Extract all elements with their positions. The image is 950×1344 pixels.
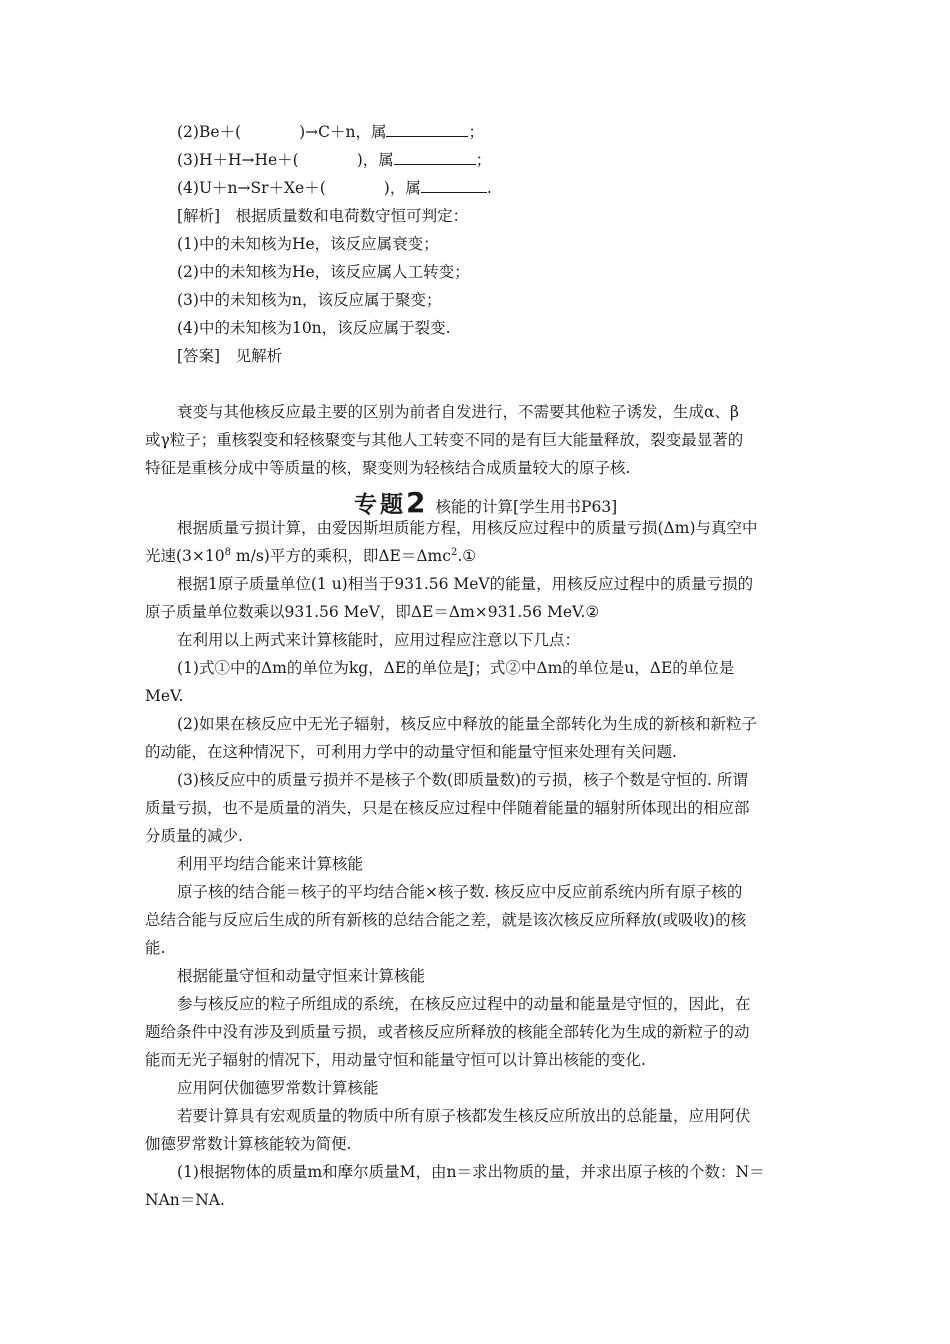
- para7-line-1: 原子核的结合能＝核子的平均结合能×核子数. 核反应中反应前系统内所有原子核的: [177, 883, 743, 901]
- para6-line-2: 质量亏损，也不是质量的消失，只是在核反应过程中伴随着能量的辐射所体现出的相应部: [145, 799, 750, 817]
- analysis-line-4: (4)中的未知核为10n，该反应属于裂变.: [177, 319, 451, 337]
- para9-line-1: 若要计算具有宏观质量的物质中所有原子核都发生核反应所放出的总能量，应用阿伏: [177, 1107, 751, 1125]
- exponent: 8: [224, 546, 231, 558]
- para1-line-1: 根据质量亏损计算，由爱因斯坦质能方程，用核反应过程中的质量亏损(Δm)与真空中: [177, 519, 758, 537]
- summary-line-1: 衰变与其他核反应最主要的区别为前者自发进行，不需要其他粒子诱发，生成α、β: [177, 403, 739, 421]
- para4-line-1: (1)式①中的Δm的单位为kg，ΔE的单位是J；式②中Δm的单位是u，ΔE的单位是: [177, 659, 735, 677]
- para8-line-3: 能而无光子辐射的情况下，用动量守恒和能量守恒可以计算出核能的变化.: [145, 1051, 646, 1069]
- item3-part-b: )，属: [356, 151, 394, 169]
- para2-line-2: 原子质量单位数乘以931.56 MeV，即ΔE＝Δm×931.56 MeV.②: [145, 603, 600, 621]
- topic-number: 2: [406, 486, 426, 519]
- para8-line-2: 题给条件中没有涉及到质量亏损，或者核反应所释放的核能全部转化为生成的新粒子的动: [145, 1023, 750, 1041]
- para10-line-2: NAn＝NA.: [145, 1191, 225, 1209]
- para5-line-1: (2)如果在核反应中无光子辐射，核反应中释放的能量全部转化为生成的新核和新粒子: [177, 715, 757, 733]
- para5-line-2: 的动能，在这种情况下，可利用力学中的动量守恒和能量守恒来处理有关问题.: [145, 743, 677, 761]
- summary-line-2: 或γ粒子；重核裂变和轻核聚变与其他人工转变不同的是有巨大能量释放，裂变最显著的: [145, 431, 744, 449]
- formula-text: .①: [457, 547, 477, 565]
- subheading-2: 根据能量守恒和动量守恒来计算核能: [177, 967, 426, 985]
- para7-line-2: 总结合能与反应后生成的所有新核的总结合能之差，就是该次核反应所释放(或吸收)的核: [145, 911, 747, 929]
- analysis-line-3: (3)中的未知核为n，该反应属于聚变；: [177, 291, 442, 309]
- para9-line-2: 伽德罗常数计算核能较为简便.: [145, 1135, 352, 1153]
- item2-part-a: (2)Be＋(: [177, 123, 242, 141]
- item3-part-a: (3)H＋H→He＋(: [177, 151, 299, 169]
- para4-line-2: MeV.: [145, 687, 184, 705]
- summary-line-3: 特征是重核分成中等质量的核，聚变则为轻核结合成质量较大的原子核.: [145, 459, 631, 477]
- analysis-label: [解析] 根据质量数和电荷数守恒可判定：: [177, 207, 469, 225]
- subheading-3: 应用阿伏伽德罗常数计算核能: [177, 1079, 379, 1097]
- item4-part-b: )，属: [383, 179, 421, 197]
- topic-heading: [354, 486, 617, 519]
- para6-line-1: (3)核反应中的质量亏损并不是核子个数(即质量数)的亏损，核子个数是守恒的. 所谓: [177, 771, 748, 789]
- item2-part-c: ；: [468, 123, 484, 141]
- para8-line-1: 参与核反应的粒子所组成的系统，在核反应过程中的动量和能量是守恒的，因此，在: [177, 995, 751, 1013]
- answer-label: [答案] 见解析: [177, 347, 283, 365]
- para2-line-1: 根据1原子质量单位(1 u)相当于931.56 MeV的能量，用核反应过程中的质量亏损的: [177, 575, 754, 593]
- answer-blank[interactable]: [421, 178, 487, 193]
- question-item-3: [177, 150, 491, 170]
- item3-part-c: ；: [475, 151, 492, 169]
- para6-line-3: 分质量的减少.: [145, 827, 243, 845]
- para3: 在利用以上两式来计算核能时，应用过程应注意以下几点：: [177, 631, 581, 649]
- analysis-line-2: (2)中的未知核为He，该反应属人工转变；: [177, 263, 470, 281]
- topic-title: 核能的计算[学生用书P63]: [435, 498, 618, 516]
- para7-line-3: 能.: [145, 939, 166, 957]
- para1-line-2: [145, 546, 476, 566]
- para10-line-1: (1)根据物体的质量m和摩尔质量M，由n＝求出物质的量，并求出原子核的个数：N＝: [177, 1163, 765, 1181]
- topic-word: 专题: [354, 492, 406, 518]
- exponent: 2: [450, 546, 458, 558]
- formula-text: 光速(3×10: [145, 547, 225, 565]
- formula-text: m/s)平方的乘积，即ΔE＝Δmc: [231, 547, 451, 565]
- answer-blank[interactable]: [394, 150, 476, 165]
- answer-blank[interactable]: [386, 122, 468, 137]
- question-item-4: [177, 178, 492, 198]
- analysis-line-1: (1)中的未知核为He，该反应属衰变；: [177, 235, 439, 253]
- item2-part-b: )→C＋n，属: [299, 123, 387, 141]
- question-item-2: [177, 122, 484, 142]
- item4-part-c: .: [486, 179, 492, 197]
- subheading-1: 利用平均结合能来计算核能: [177, 855, 364, 873]
- item4-part-a: (4)U＋n→Sr＋Xe＋(: [177, 179, 326, 197]
